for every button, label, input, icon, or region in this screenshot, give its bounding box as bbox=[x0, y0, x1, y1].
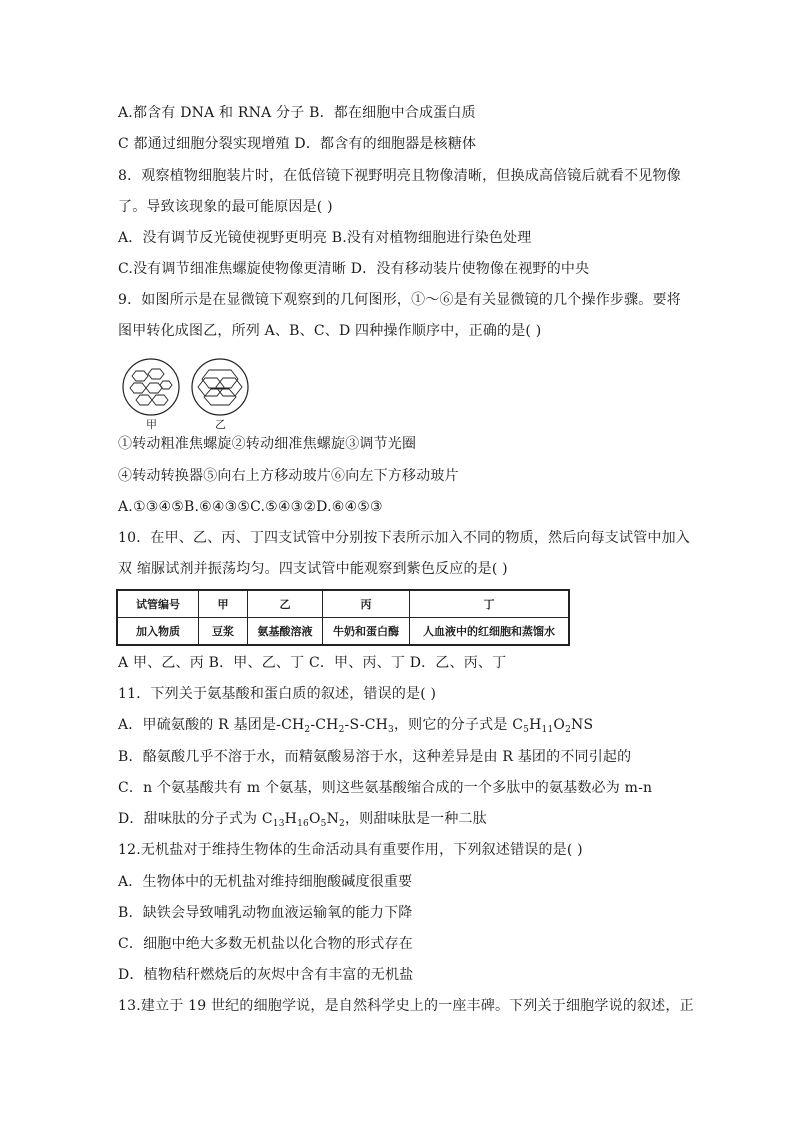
microscope-view-svg bbox=[118, 354, 258, 436]
text-run: N bbox=[326, 811, 340, 827]
text-run: H bbox=[529, 717, 542, 733]
q11-option-c: C．n 个氨基酸共有 m 个氨基，则这些氨基酸缩合成的一个多肽中的氨基数必为 m-n bbox=[118, 780, 653, 796]
q7-options-cd: C 都通过细胞分裂实现增殖 D．都含有的细胞器是核糖体 bbox=[118, 136, 477, 152]
text-run: D．甜味肽的分子式为 C bbox=[118, 811, 273, 827]
text-run: ，则它的分子式是 C bbox=[393, 717, 524, 733]
q8-options-ab: A．没有调节反光镜使视野更明亮 B.没有对植物细胞进行染色处理 bbox=[118, 230, 532, 246]
q9-stem-line2: 图甲转化成图乙，所列 A、B、C、D 四种操作顺序中，正确的是( ) bbox=[118, 323, 542, 339]
q9-steps-line2: ④转动转换器⑤向右上方移动玻片⑥向左下方移动玻片 bbox=[118, 468, 459, 484]
q11-option-d bbox=[118, 809, 487, 829]
table-header-cell: 试管编号 bbox=[117, 590, 199, 618]
subscript: 5 bbox=[320, 819, 327, 829]
table-row bbox=[117, 618, 569, 646]
q12-option-b: B．缺铁会导致哺乳动物血液运输氧的能力下降 bbox=[118, 905, 413, 921]
q12-option-c: C．细胞中绝大多数无机盐以化合物的形式存在 bbox=[118, 936, 413, 952]
text-run: H bbox=[284, 811, 298, 827]
table-cell: 豆浆 bbox=[199, 618, 248, 646]
table-cell: 氨基酸溶液 bbox=[248, 618, 323, 646]
text-run: O bbox=[308, 811, 321, 827]
q12-option-d: D．植物秸秆燃烧后的灰烬中含有丰富的无机盐 bbox=[118, 967, 414, 983]
figure-label-jia: 甲 bbox=[146, 418, 157, 431]
subscript: 2 bbox=[304, 725, 311, 735]
view-circle-yi bbox=[192, 359, 248, 415]
subscript: 13 bbox=[272, 819, 285, 829]
q9-stem-line1: 9．如图所示是在显微镜下观察到的几何图形，①～⑥是有关显微镜的几个操作步骤。要将 bbox=[118, 292, 681, 308]
table-header-cell: 甲 bbox=[199, 590, 248, 618]
subscript: 3 bbox=[388, 725, 394, 735]
small-hexagons-jia bbox=[130, 369, 172, 405]
table-header-cell: 丙 bbox=[323, 590, 410, 618]
q12-stem: 12.无机盐对于维持生物体的生命活动具有重要作用，下列叙述错误的是( ) bbox=[118, 842, 583, 858]
q8-options-cd: C.没有调节细准焦螺旋使物像更清晰 D．没有移动装片使物像在视野的中央 bbox=[118, 261, 590, 277]
table-header-row bbox=[117, 590, 569, 618]
q10-stem-line1: 10．在甲、乙、丙、丁四支试管中分别按下表所示加入不同的物质，然后向每支试管中加入 bbox=[118, 530, 691, 546]
q10-options: A 甲、乙、丙 B．甲、乙、丁 C．甲、丙、丁 D．乙、丙、丁 bbox=[118, 655, 507, 671]
text-run: ，则甜味肽是一种二肽 bbox=[344, 811, 487, 827]
reagent-table bbox=[116, 589, 570, 646]
table-cell: 牛奶和蛋白酶 bbox=[323, 618, 410, 646]
q11-option-a bbox=[118, 715, 593, 735]
table-cell: 加入物质 bbox=[117, 618, 199, 646]
subscript: 2 bbox=[339, 819, 345, 829]
text-run: O bbox=[553, 717, 566, 733]
q8-stem-line2: 了。导致该现象的最可能原因是( ) bbox=[118, 199, 333, 215]
q8-stem-line1: 8．观察植物细胞装片时，在低倍镜下视野明亮且物像清晰，但换成高倍镜后就看不见物像 bbox=[118, 168, 681, 184]
q11-stem: 11．下列关于氨基酸和蛋白质的叙述，错误的是( ) bbox=[118, 686, 437, 702]
large-hexagons-yi bbox=[198, 370, 242, 405]
subscript: 16 bbox=[297, 819, 309, 829]
text-run: NS bbox=[571, 717, 594, 733]
q7-options-ab: A.都含有 DNA 和 RNA 分子 B．都在细胞中合成蛋白质 bbox=[118, 105, 476, 121]
subscript: 2 bbox=[565, 725, 571, 735]
q12-option-a: A．生物体中的无机盐对维持细胞酸碱度很重要 bbox=[118, 874, 413, 890]
figure-label-yi: 乙 bbox=[215, 418, 226, 431]
subscript: 11 bbox=[541, 725, 554, 735]
text-run: -S-CH bbox=[344, 717, 389, 733]
subscript: 5 bbox=[523, 725, 530, 735]
text-run: -CH bbox=[310, 717, 339, 733]
table-header-cell: 丁 bbox=[410, 590, 570, 618]
microscope-figure bbox=[118, 354, 258, 436]
table-cell: 人血液中的红细胞和蒸馏水 bbox=[410, 618, 570, 646]
table-header-cell: 乙 bbox=[248, 590, 323, 618]
q11-option-b: B．酪氨酸几乎不溶于水，而精氨酸易溶于水，这种差异是由 R 基团的不同引起的 bbox=[118, 749, 632, 765]
q9-steps-line1: ①转动粗准焦螺旋②转动细准焦螺旋③调节光圈 bbox=[118, 436, 417, 452]
text-run: A．甲硫氨酸的 R 基团是-CH bbox=[118, 717, 305, 733]
q9-options: A.①③④⑤B.⑥④③⑤C.⑤④③②D.⑥④⑤③ bbox=[118, 499, 383, 515]
subscript: 2 bbox=[338, 725, 345, 735]
q10-stem-line2: 双 缩脲试剂并振荡均匀。四支试管中能观察到紫色反应的是( ) bbox=[118, 561, 508, 577]
q13-stem: 13.建立于 19 世纪的细胞学说，是自然科学史上的一座丰碑。下列关于细胞学说的叙述，正 bbox=[118, 998, 694, 1014]
